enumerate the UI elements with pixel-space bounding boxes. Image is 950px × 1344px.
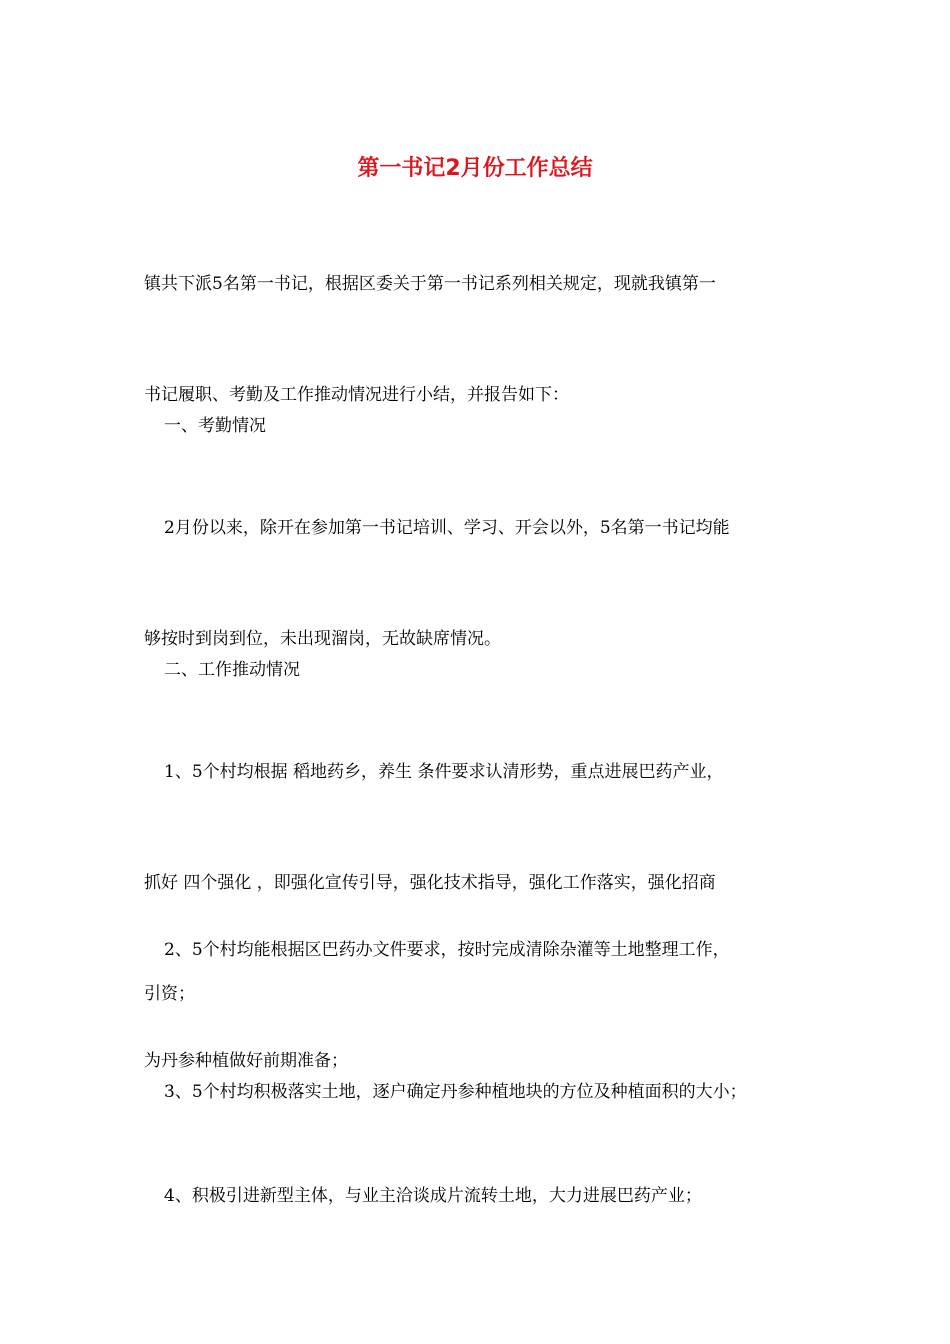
section-heading-text: 二、工作推动情况 [164,660,300,680]
item-2-line-1: 2、5个村均能根据区巴药办文件要求，按时完成清除杂灌等土地整理工作， [164,940,730,960]
attendance-line-1: 2月份以来，除开在参加第一书记培训、学习、开会以外，5名第一书记均能 [164,518,730,538]
section-heading-text: 一、考勤情况 [164,416,266,436]
attendance-line-2: 够按时到岗到位，未出现溜岗，无故缺席情况。 [144,629,501,649]
document-title: 第一书记2月份工作总结 [357,156,593,181]
item-1-line-2: 抓好 四个强化 ，即强化宣传引导，强化技术指导，强化工作落实，强化招商 [144,873,716,893]
intro-line-1: 镇共下派5名第一书记，根据区委关于第一书记系列相关规定，现就我镇第一 [144,274,716,294]
item-3-line-1: 3、5个村均积极落实土地，逐户确定丹参种植地块的方位及种植面积的大小； [164,1082,747,1102]
list-item-4 [144,1104,810,1289]
item-4-line-1: 4、积极引进新型主体，与业主洽谈成片流转土地，大力进展巴药产业； [164,1186,702,1206]
item-2-line-2: 为丹参种植做好前期准备； [144,1051,348,1071]
item-1-line-3: 引资； [144,984,195,1004]
intro-line-2: 书记履职、考勤及工作推动情况进行小结，并报告如下： [144,385,569,405]
item-1-line-1: 1、5个村均根据 稻地药乡，养生 条件要求认清形势，重点进展巴药产业， [164,762,724,782]
